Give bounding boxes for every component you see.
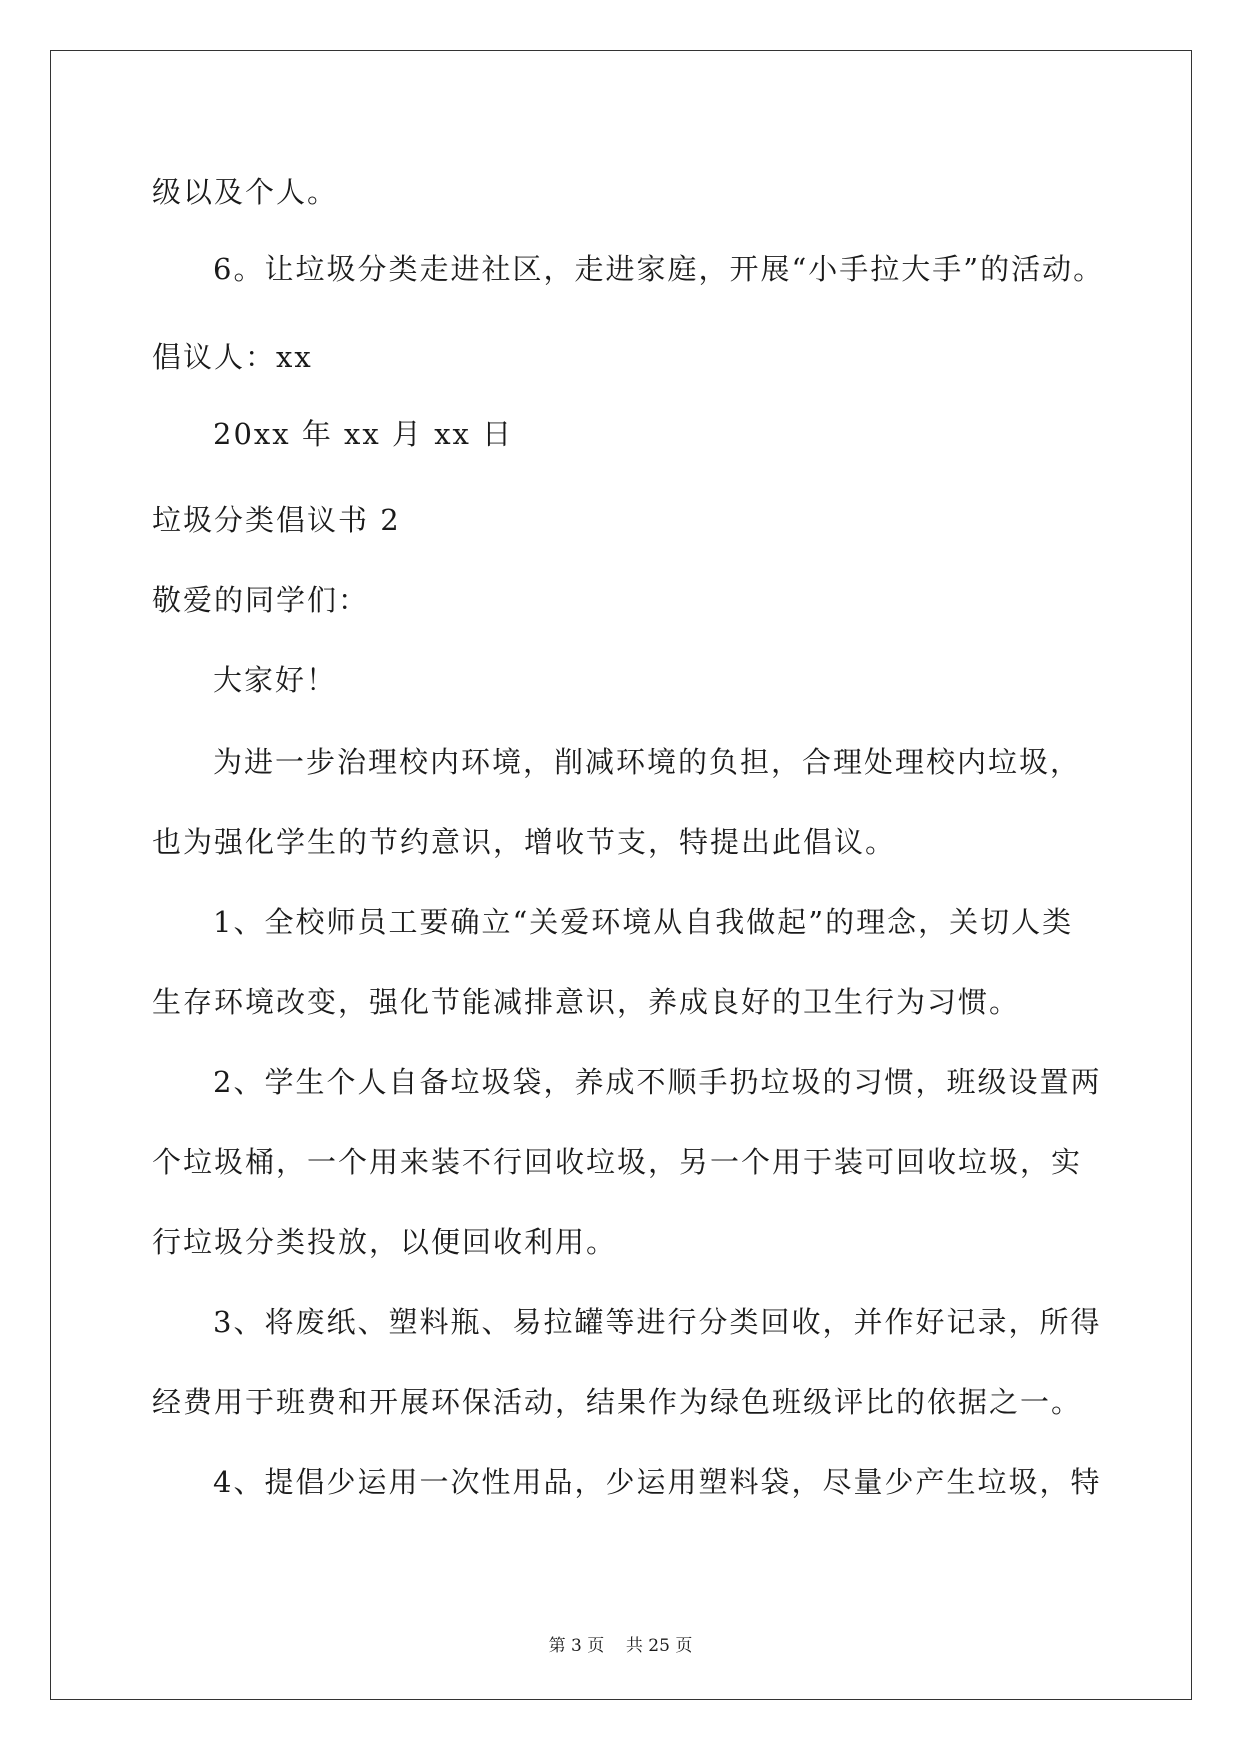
text-line: 4、提倡少运用一次性用品，少运用塑料袋，尽量少产生垃圾，特 — [213, 1465, 1102, 1499]
date-line: 20xx 年 xx 月 xx 日 — [213, 417, 514, 451]
text-line: 3、将废纸、塑料瓶、易拉罐等进行分类回收，并作好记录，所得 — [213, 1305, 1102, 1339]
text-line: 级以及个人。 — [152, 175, 339, 209]
salutation: 敬爱的同学们： — [152, 583, 370, 617]
text-line: 6。让垃圾分类走进社区，走进家庭，开展“小手拉大手”的活动。 — [213, 252, 1105, 286]
text-line: 生存环境改变，强化节能减排意识，养成良好的卫生行为习惯。 — [152, 985, 1021, 1019]
text-line: 1、全校师员工要确立“关爱环境从自我做起”的理念，关切人类 — [213, 905, 1074, 939]
page-border — [50, 50, 1192, 1700]
text-line: 经费用于班费和开展环保活动，结果作为绿色班级评比的依据之一。 — [152, 1385, 1083, 1419]
text-line: 2、学生个人自备垃圾袋，养成不顺手扔垃圾的习惯，班级设置两 — [213, 1065, 1102, 1099]
signature-line: 倡议人：xx — [152, 340, 313, 374]
text-line: 为进一步治理校内环境，削减环境的负担，合理处理校内垃圾， — [213, 745, 1082, 779]
text-line: 也为强化学生的节约意识，增收节支，特提出此倡议。 — [152, 825, 897, 859]
section-title: 垃圾分类倡议书 2 — [152, 503, 401, 537]
greeting: 大家好！ — [213, 663, 338, 697]
text-line: 个垃圾桶，一个用来装不行回收垃圾，另一个用于装可回收垃圾，实 — [152, 1145, 1083, 1179]
text-line: 行垃圾分类投放，以便回收利用。 — [152, 1225, 618, 1259]
page-number: 第 3 页 共 25 页 — [548, 1636, 693, 1656]
